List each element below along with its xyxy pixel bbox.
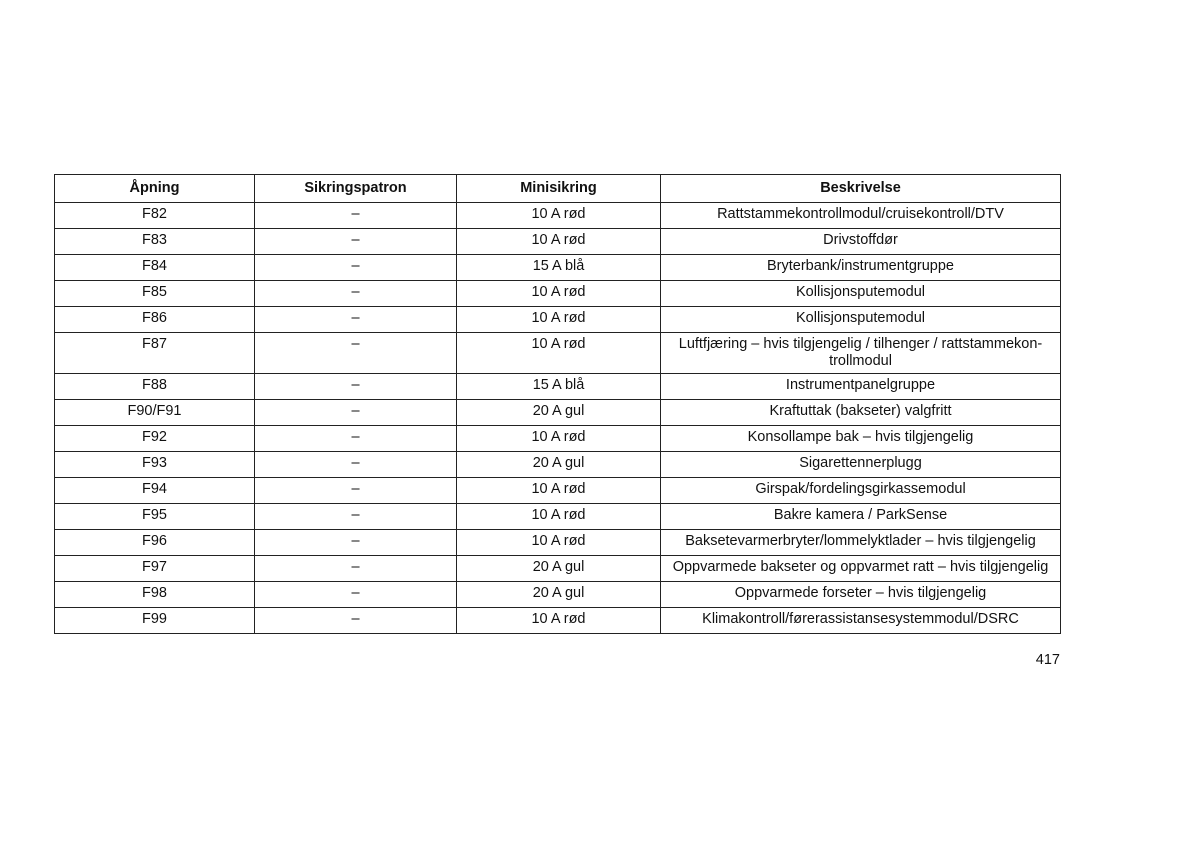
cell-sikringspatron: – xyxy=(255,478,457,504)
table-row xyxy=(55,203,1061,229)
cell-beskrivelse: Konsollampe bak – hvis tilgjengelig xyxy=(661,426,1061,452)
cell-beskrivelse: Kollisjonsputemodul xyxy=(661,307,1061,333)
cell-apning: F96 xyxy=(55,530,255,556)
header-beskrivelse: Beskrivelse xyxy=(661,175,1061,203)
cell-beskrivelse: Rattstammekontrollmodul/cruisekontroll/DTV xyxy=(661,203,1061,229)
table-row xyxy=(55,426,1061,452)
cell-apning: F92 xyxy=(55,426,255,452)
cell-minisikring: 10 A rød xyxy=(457,504,661,530)
cell-sikringspatron: – xyxy=(255,400,457,426)
cell-apning: F93 xyxy=(55,452,255,478)
cell-beskrivelse: Girspak/fordelingsgirkassemodul xyxy=(661,478,1061,504)
cell-beskrivelse: Kraftuttak (bakseter) valgfritt xyxy=(661,400,1061,426)
cell-sikringspatron: – xyxy=(255,281,457,307)
table-row xyxy=(55,307,1061,333)
cell-minisikring: 10 A rød xyxy=(457,478,661,504)
cell-apning: F94 xyxy=(55,478,255,504)
cell-minisikring: 15 A blå xyxy=(457,255,661,281)
cell-apning: F87 xyxy=(55,333,255,374)
table-row xyxy=(55,281,1061,307)
cell-sikringspatron: – xyxy=(255,504,457,530)
cell-beskrivelse: Kollisjonsputemodul xyxy=(661,281,1061,307)
cell-apning: F88 xyxy=(55,374,255,400)
cell-minisikring: 10 A rød xyxy=(457,229,661,255)
cell-minisikring: 10 A rød xyxy=(457,281,661,307)
cell-minisikring: 10 A rød xyxy=(457,530,661,556)
cell-sikringspatron: – xyxy=(255,374,457,400)
cell-beskrivelse: Sigarettennerplugg xyxy=(661,452,1061,478)
cell-minisikring: 20 A gul xyxy=(457,556,661,582)
fuse-table xyxy=(54,174,1061,634)
cell-minisikring: 10 A rød xyxy=(457,203,661,229)
cell-sikringspatron: – xyxy=(255,530,457,556)
cell-sikringspatron: – xyxy=(255,307,457,333)
header-minisikring: Minisikring xyxy=(457,175,661,203)
cell-beskrivelse: Klimakontroll/førerassistansesystemmodul/DSRC xyxy=(661,608,1061,634)
cell-minisikring: 10 A rød xyxy=(457,307,661,333)
cell-sikringspatron: – xyxy=(255,582,457,608)
cell-apning: F84 xyxy=(55,255,255,281)
cell-sikringspatron: – xyxy=(255,452,457,478)
table-row xyxy=(55,400,1061,426)
cell-minisikring: 20 A gul xyxy=(457,582,661,608)
cell-beskrivelse: Instrumentpanelgruppe xyxy=(661,374,1061,400)
cell-sikringspatron: – xyxy=(255,333,457,374)
table-row xyxy=(55,478,1061,504)
cell-sikringspatron: – xyxy=(255,255,457,281)
cell-sikringspatron: – xyxy=(255,203,457,229)
cell-beskrivelse: Oppvarmede forseter – hvis tilgjengelig xyxy=(661,582,1061,608)
cell-apning: F98 xyxy=(55,582,255,608)
cell-sikringspatron: – xyxy=(255,556,457,582)
cell-beskrivelse: Bakre kamera / ParkSense xyxy=(661,504,1061,530)
header-sikringspatron: Sikringspatron xyxy=(255,175,457,203)
page-number: 417 xyxy=(1035,652,1060,668)
table-row xyxy=(55,255,1061,281)
table-row xyxy=(55,608,1061,634)
cell-minisikring: 20 A gul xyxy=(457,452,661,478)
cell-minisikring: 10 A rød xyxy=(457,426,661,452)
table-row xyxy=(55,530,1061,556)
cell-minisikring: 15 A blå xyxy=(457,374,661,400)
cell-apning: F83 xyxy=(55,229,255,255)
cell-sikringspatron: – xyxy=(255,426,457,452)
cell-minisikring: 10 A rød xyxy=(457,333,661,374)
cell-sikringspatron: – xyxy=(255,229,457,255)
cell-apning: F97 xyxy=(55,556,255,582)
cell-beskrivelse: Bryterbank/instrumentgruppe xyxy=(661,255,1061,281)
cell-minisikring: 20 A gul xyxy=(457,400,661,426)
cell-apning: F95 xyxy=(55,504,255,530)
cell-beskrivelse: Oppvarmede bakseter og oppvarmet ratt – hvis tilgjengelig xyxy=(661,556,1061,582)
table-row xyxy=(55,229,1061,255)
cell-minisikring: 10 A rød xyxy=(457,608,661,634)
cell-beskrivelse: Baksetevarmerbryter/lommelyktlader – hvis tilgjengelig xyxy=(661,530,1061,556)
cell-apning: F85 xyxy=(55,281,255,307)
table-header-row xyxy=(55,175,1061,203)
table-row xyxy=(55,374,1061,400)
table-row xyxy=(55,452,1061,478)
cell-apning: F86 xyxy=(55,307,255,333)
table-row xyxy=(55,504,1061,530)
cell-beskrivelse: Luftfjæring – hvis tilgjengelig / tilhenger / rattstammekon-trollmodul xyxy=(661,333,1061,374)
cell-beskrivelse: Drivstoffdør xyxy=(661,229,1061,255)
cell-apning: F99 xyxy=(55,608,255,634)
table-row xyxy=(55,333,1061,374)
cell-sikringspatron: – xyxy=(255,608,457,634)
cell-apning: F82 xyxy=(55,203,255,229)
header-apning: Åpning xyxy=(55,175,255,203)
cell-apning: F90/F91 xyxy=(55,400,255,426)
table-row xyxy=(55,556,1061,582)
table-row xyxy=(55,582,1061,608)
